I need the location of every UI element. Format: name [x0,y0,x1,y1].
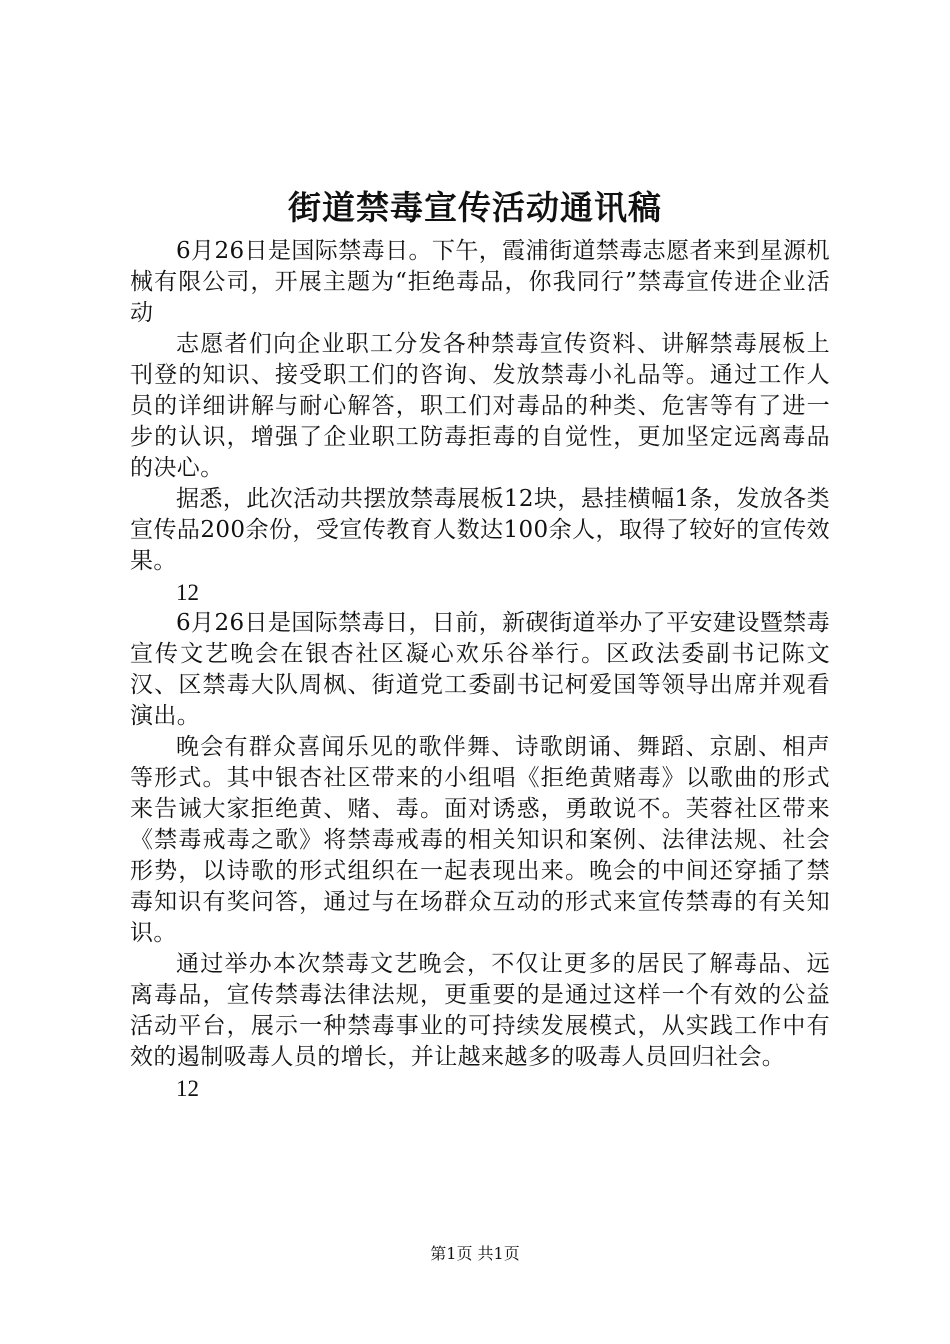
document-body [130,236,830,1104]
page-footer: 第1页 共1页 [430,1244,520,1263]
page-number-marker-2: 12 [176,1076,199,1101]
paragraph-volunteers: 志愿者们向企业职工分发各种禁毒宣传资料、讲解禁毒展板上刊登的知识、接受职工们的咨询、发放禁毒小礼品等。通过工作人员的详细讲解与耐心解答，职工们对毒品的种类、危害等有了进一步的认识，增强了企业职工防毒拒毒的自觉性，更加坚定远离毒品的决心。 [130,331,830,481]
paragraph-performance: 晚会有群众喜闻乐见的歌伴舞、诗歌朗诵、舞蹈、京剧、相声等形式。其中银杏社区带来的小组唱《拒绝黄赌毒》以歌曲的形式来告诫大家拒绝黄、赌、毒。面对诱惑，勇敢说不。芙蓉社区带来《禁毒戒毒之歌》将禁毒戒毒的相关知识和案例、法律法规、社会形势，以诗歌的形式组织在一起表现出来。晚会的中间还穿插了禁毒知识有奖问答，通过与在场群众互动的形式来宣传禁毒的有关知识。 [130,734,830,946]
paragraph-conclusion: 通过举办本次禁毒文艺晚会，不仅让更多的居民了解毒品、远离毒品，宣传禁毒法律法规，更重要的是通过这样一个有效的公益活动平台，展示一种禁毒事业的可持续发展模式，从实践工作中有效的遏制吸毒人员的增长，并让越来越多的吸毒人员回归社会。 [130,951,830,1070]
paragraph-intro-1: 6月26日是国际禁毒日。下午，霞浦街道禁毒志愿者来到星源机械有限公司，开展主题为“拒绝毒品，你我同行”禁毒宣传进企业活动 [130,238,830,326]
document-title: 街道禁毒宣传活动通讯稿 [288,188,662,227]
paragraph-intro-2: 6月26日是国际禁毒日，日前，新碶街道举办了平安建设暨禁毒宣传文艺晚会在银杏社区凝心欢乐谷举行。区政法委副书记陈文汉、区禁毒大队周枫、街道党工委副书记柯爱国等领导出席并观看演出。 [130,610,830,729]
page-number-marker-1: 12 [176,580,199,605]
paragraph-statistics: 据悉，此次活动共摆放禁毒展板12块，悬挂横幅1条，发放各类宣传品200余份，受宣传教育人数达100余人，取得了较好的宣传效果。 [130,486,830,574]
